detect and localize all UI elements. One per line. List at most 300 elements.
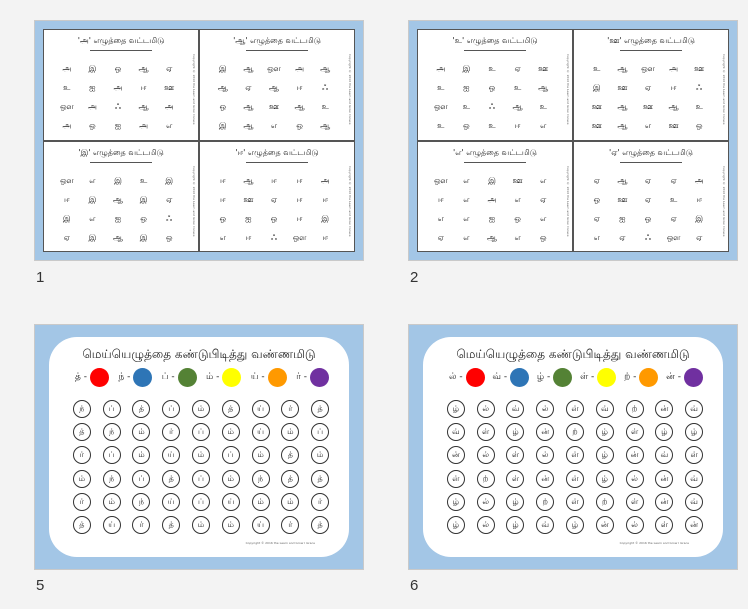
letter: ஐ <box>619 213 626 223</box>
letter-circle: ல் <box>477 400 495 418</box>
letter-circle: ய் <box>103 516 121 534</box>
letter: இ <box>695 213 704 223</box>
letter: எ <box>463 213 470 223</box>
letter-circle: ய் <box>162 446 180 464</box>
letter: ஒ <box>488 83 496 93</box>
letter: ஈ <box>322 194 329 204</box>
color-dot-icon <box>510 368 529 387</box>
letter: இ <box>462 64 471 74</box>
letter: உ <box>695 102 703 112</box>
legend-item <box>206 368 241 387</box>
copyright: Copyright © 2016 the Learn and Grow I Grace <box>245 541 315 545</box>
legend-label: த் - <box>75 371 87 382</box>
letter: ஒ <box>219 213 227 223</box>
letter: எ <box>644 121 652 131</box>
color-dot-icon <box>639 368 658 387</box>
legend-label: ப் - <box>161 371 175 382</box>
letter: எ <box>540 213 547 223</box>
letter: ஊ <box>642 102 654 112</box>
letter: அ <box>139 121 149 131</box>
letter-circle: ள் <box>447 470 465 488</box>
letter: உ <box>437 83 445 93</box>
letter-circle: ம் <box>252 446 270 464</box>
letter: ஆ <box>294 102 305 112</box>
letter: ஏ <box>696 232 703 242</box>
letter-grid <box>54 172 182 248</box>
letter-circle: த் <box>311 400 329 418</box>
color-dot-icon <box>553 368 572 387</box>
letter-circle: ழ் <box>506 493 524 511</box>
letter: ஊ <box>164 83 175 93</box>
letter-circle: ள் <box>566 493 584 511</box>
letter: ஐ <box>89 83 96 93</box>
letter-circle: ர் <box>311 493 329 511</box>
letter: உ <box>539 102 547 112</box>
letter: உ <box>63 83 71 93</box>
letter-circle: ல் <box>477 446 495 464</box>
letter: ஊ <box>268 102 280 112</box>
letter: எ <box>514 232 521 242</box>
letter: ஆ <box>112 194 124 204</box>
letter: ஊ <box>617 194 628 204</box>
letter-circle: ள் <box>566 470 584 488</box>
letter: உ <box>321 102 329 112</box>
quadrant <box>199 141 355 253</box>
letter-grid <box>428 60 556 136</box>
slide-thumbnail-5[interactable] <box>34 324 364 570</box>
letter: ஏ <box>593 175 600 185</box>
letter: இ <box>62 213 71 223</box>
letter-circle: ப் <box>311 423 329 441</box>
letter-circle: ள் <box>626 423 644 441</box>
letter: ஆ <box>320 121 331 131</box>
letter-circle: ப் <box>103 400 121 418</box>
letter: எ <box>89 213 96 223</box>
letter: ஏ <box>644 83 652 93</box>
letter: ஈ <box>296 175 303 185</box>
letter: ஐ <box>114 121 122 131</box>
letter-circle: ந் <box>73 400 91 418</box>
legend-item <box>75 368 109 387</box>
letter: ஊ <box>668 121 679 131</box>
letter: ஐ <box>114 213 122 223</box>
letter-circle: ள் <box>506 470 524 488</box>
copyright: Copyright © 2016 the Learn and Grow I Grace <box>348 165 352 236</box>
legend-item <box>118 368 152 387</box>
legend-item <box>296 368 329 387</box>
color-legend <box>75 366 329 388</box>
letter-circle: வ் <box>685 400 703 418</box>
circle-grid <box>441 397 709 537</box>
letter: இ <box>592 83 601 93</box>
quadrant <box>43 141 199 253</box>
legend-item <box>251 368 287 387</box>
letter: ஈ <box>271 175 277 185</box>
letter-circle: ள் <box>566 400 584 418</box>
letter-circle: ம் <box>192 516 210 534</box>
letter: ஆ <box>138 64 149 74</box>
letter-grid <box>210 172 338 248</box>
letter-circle: த் <box>222 400 240 418</box>
letter: ஈ <box>514 121 521 131</box>
letter: ஆ <box>617 175 628 185</box>
legend-label: ன் - <box>666 371 681 382</box>
legend-label: ல் - <box>449 371 463 382</box>
letter-circle: ப் <box>132 470 150 488</box>
letter: எ <box>540 121 547 131</box>
letter: ஒ <box>644 213 652 223</box>
letter: ஒ <box>695 121 703 131</box>
letter-circle: ப் <box>192 423 210 441</box>
letter: உ <box>513 83 522 93</box>
letter-circle: ழ் <box>447 493 465 511</box>
legend-item <box>580 368 616 387</box>
letter: ஏ <box>166 194 173 204</box>
letter-circle: ல் <box>536 446 554 464</box>
letter: இ <box>165 175 174 185</box>
letter: ஏ <box>670 175 677 185</box>
letter-circle: ந் <box>132 493 150 511</box>
letter-circle: ழ் <box>566 516 584 534</box>
letter: இ <box>321 213 330 223</box>
quadrant <box>573 141 729 253</box>
letter-circle: ம் <box>281 423 299 441</box>
letter: ஃ <box>114 102 122 112</box>
letter-circle: ல் <box>477 493 495 511</box>
color-dot-icon <box>597 368 616 387</box>
letter: எ <box>514 194 521 204</box>
letter: அ <box>113 83 123 93</box>
letter: ஆ <box>486 232 498 242</box>
letter: ஆ <box>243 175 254 185</box>
copyright: Copyright © 2016 the Learn and Grow I Grace <box>619 541 689 545</box>
letter-circle: ள் <box>685 446 703 464</box>
letter-circle: வ் <box>447 423 465 441</box>
color-dot-icon <box>268 368 287 387</box>
quadrant <box>573 29 729 141</box>
letter-circle: ய் <box>252 400 270 418</box>
letter: ஆ <box>617 64 628 74</box>
letter: உ <box>139 175 148 185</box>
letter: ஏ <box>63 232 70 242</box>
letter: ஐ <box>463 83 470 93</box>
letter-circle: ர் <box>132 516 150 534</box>
letter: ஒ <box>219 102 227 112</box>
letter: ஊ <box>591 121 602 131</box>
letter: ஃ <box>488 102 496 112</box>
letter: ஈ <box>63 194 70 204</box>
letter-circle: ழ் <box>596 423 614 441</box>
letter-circle: ற் <box>477 470 495 488</box>
letter: எ <box>89 175 96 185</box>
letter: ஏ <box>540 194 547 204</box>
letter: ஆ <box>243 64 254 74</box>
letter: ஒ <box>270 213 278 223</box>
copyright: Copyright © 2016 the Learn and Grow I Grace <box>722 54 726 125</box>
letter-circle: ன் <box>536 470 554 488</box>
legend-label: ய் - <box>250 371 265 382</box>
letter-circle: ழ் <box>447 400 465 418</box>
letter-circle: ர் <box>73 446 91 464</box>
letter: ஃ <box>322 83 329 93</box>
letter-circle: ன் <box>536 423 554 441</box>
letter-grid <box>584 60 712 136</box>
letter-circle: ழ் <box>447 516 465 534</box>
letter: ஃ <box>644 232 652 242</box>
letter: ஈ <box>296 213 303 223</box>
letter-circle: ப் <box>162 400 180 418</box>
letter: அ <box>164 102 174 112</box>
letter-circle: ள் <box>626 493 644 511</box>
letter: ஐ <box>245 213 252 223</box>
circle-grid <box>67 397 335 537</box>
letter: ஏ <box>245 83 252 93</box>
letter: ஈ <box>322 232 329 242</box>
letter-circle: ப் <box>103 446 121 464</box>
letter: உ <box>437 121 445 131</box>
quadrant <box>417 141 573 253</box>
letter: உ <box>669 194 678 204</box>
letter-circle: ம் <box>222 516 240 534</box>
letter: ஈ <box>696 194 703 204</box>
letter: ஏ <box>166 64 173 74</box>
letter: ஏ <box>514 64 521 74</box>
letter: எ <box>219 232 226 242</box>
letter: இ <box>218 121 227 131</box>
color-dot-icon <box>133 368 152 387</box>
letter: இ <box>114 175 122 185</box>
letter-circle: வ் <box>536 516 554 534</box>
letter: அ <box>62 64 72 74</box>
letter-circle: ல் <box>477 516 495 534</box>
letter: ஔ <box>59 102 74 112</box>
letter: ஈ <box>296 83 303 93</box>
slide-number: 5 <box>36 577 45 594</box>
letter: ஆ <box>243 102 254 112</box>
letter: ஏ <box>437 232 444 242</box>
letter: ஈ <box>219 194 226 204</box>
letter-circle: ள் <box>506 446 524 464</box>
letter-circle: வ் <box>685 470 703 488</box>
letter-circle: ம் <box>132 446 150 464</box>
letter-circle: ள் <box>477 423 495 441</box>
quadrant-title: 'ஏ' எழுத்தை வட்டமிடு <box>609 147 693 157</box>
letter-circle: ன் <box>655 493 673 511</box>
letter: ஔ <box>267 64 281 74</box>
letter-circle: ற் <box>536 493 554 511</box>
letter-circle: ள் <box>655 516 673 534</box>
color-dot-icon <box>178 368 197 387</box>
letter: அ <box>62 121 72 131</box>
letter: ஔ <box>433 175 448 185</box>
letter-circle: ர் <box>73 493 91 511</box>
letter: உ <box>488 64 496 74</box>
letter-circle: வ் <box>506 400 524 418</box>
letter-circle: ல் <box>536 400 554 418</box>
letter: இ <box>139 194 148 204</box>
copyright: Copyright © 2016 the Learn and Grow I Grace <box>722 165 726 236</box>
quadrant-title: 'அ' எழுத்தை வட்டமிடு <box>77 36 165 45</box>
letter: ஊ <box>512 175 523 185</box>
legend-item <box>449 368 485 387</box>
letter-circle: த் <box>311 516 329 534</box>
legend-item <box>624 368 658 387</box>
slide-thumbnail-1[interactable] <box>34 20 364 261</box>
slide-number: 1 <box>36 269 45 286</box>
letter-circle: ல் <box>626 516 644 534</box>
letter: ஏ <box>644 175 652 185</box>
letter-circle: ல் <box>626 470 644 488</box>
letter-circle: த் <box>73 516 91 534</box>
legend-label: ற் - <box>624 371 637 382</box>
letter-circle: ன் <box>655 470 673 488</box>
letter-circle: ந் <box>103 470 121 488</box>
letter: ஔ <box>292 232 307 242</box>
letter-circle: ர் <box>162 423 180 441</box>
quadrant-title: 'ஊ' எழுத்தை வட்டமிடு <box>607 36 695 45</box>
letter-circle: ற் <box>596 493 614 511</box>
legend-label: வ் - <box>492 371 508 382</box>
letter-circle: ம் <box>281 493 299 511</box>
color-dot-icon <box>222 368 241 387</box>
letter: ஆ <box>617 102 628 112</box>
letter: ஒ <box>89 121 96 131</box>
letter: ஈ <box>670 83 677 93</box>
letter: ஏ <box>593 213 600 223</box>
letter-grid <box>210 60 338 136</box>
color-dot-icon <box>310 368 329 387</box>
letter-circle: ப் <box>192 493 210 511</box>
letter: இ <box>88 232 97 242</box>
letter: ஔ <box>666 232 681 242</box>
letter-circle: த் <box>281 470 299 488</box>
letter-circle: ழ் <box>596 470 614 488</box>
letter-circle: வ் <box>655 446 673 464</box>
slide-thumbnail-2[interactable] <box>408 20 738 261</box>
slide-number: 6 <box>410 577 419 594</box>
legend-label: ந் - <box>118 371 131 382</box>
letter: ஏ <box>270 194 278 204</box>
copyright: Copyright © 2016 the Learn and Grow I Grace <box>192 165 196 236</box>
letter: ஆ <box>243 121 254 131</box>
copyright: Copyright © 2016 the Learn and Grow I Grace <box>566 54 570 125</box>
letter: ஒ <box>514 213 521 223</box>
worksheet-title: மெய்யெழுத்தை கண்டுபிடித்து வண்ணமிடு <box>456 347 690 361</box>
letter-circle: ர் <box>281 516 299 534</box>
letter: அ <box>487 194 497 204</box>
letter: எ <box>166 121 173 131</box>
letter-circle: ன் <box>655 400 673 418</box>
slide-number: 2 <box>410 269 419 286</box>
letter-circle: ய் <box>222 493 240 511</box>
color-legend <box>449 366 703 388</box>
letter: அ <box>87 102 97 112</box>
letter: ஒ <box>165 232 173 242</box>
legend-item <box>162 368 197 387</box>
letter: அ <box>320 175 330 185</box>
letter: ஊ <box>694 64 705 74</box>
letter-circle: ம் <box>222 470 240 488</box>
slide-thumbnail-6[interactable] <box>408 324 738 570</box>
letter-circle: ன் <box>626 446 644 464</box>
letter: ஈ <box>219 175 226 185</box>
letter: ஆ <box>617 121 628 131</box>
letter: ஔ <box>59 175 74 185</box>
letter-circle: ம் <box>192 446 210 464</box>
letter-circle: ம் <box>252 493 270 511</box>
letter-circle: த் <box>281 446 299 464</box>
letter: ஊ <box>617 83 628 93</box>
legend-item <box>666 368 703 387</box>
letter-circle: த் <box>311 470 329 488</box>
quadrant-title: 'இ' எழுத்தை வட்டமிடு <box>78 147 164 157</box>
copyright: Copyright © 2016 the Learn and Grow I Grace <box>192 54 196 125</box>
letter: எ <box>463 194 470 204</box>
letter-circle: ய் <box>162 493 180 511</box>
letter-circle: ழ் <box>596 446 614 464</box>
letter: ஈ <box>140 83 147 93</box>
letter-circle: ள் <box>566 446 584 464</box>
letter-circle: ழ் <box>655 423 673 441</box>
letter: எ <box>593 232 600 242</box>
letter-circle: ம் <box>103 493 121 511</box>
letter: இ <box>139 232 148 242</box>
letter: ஆ <box>268 83 280 93</box>
letter: அ <box>669 64 679 74</box>
letter: எ <box>540 175 547 185</box>
letter-circle: ன் <box>596 516 614 534</box>
letter: இ <box>88 194 97 204</box>
letter: ஒ <box>539 232 547 242</box>
worksheet-title: மெய்யெழுத்தை கண்டுபிடித்து வண்ணமிடு <box>82 347 316 361</box>
letter-circle: ழ் <box>685 423 703 441</box>
letter-circle: த் <box>162 470 180 488</box>
letter-grid <box>584 172 712 248</box>
letter: எ <box>463 175 470 185</box>
letter: ஃ <box>270 232 278 242</box>
letter: ஈ <box>245 232 252 242</box>
quadrant-title: 'எ' எழுத்தை வட்டமிடு <box>453 147 537 157</box>
letter: அ <box>295 64 305 74</box>
copyright: Copyright © 2016 the Learn and Grow I Grace <box>566 165 570 236</box>
letter-circle: த் <box>162 516 180 534</box>
letter: எ <box>437 213 444 223</box>
letter-circle: ப் <box>192 470 210 488</box>
letter: ஃ <box>166 213 173 223</box>
legend-label: ம் - <box>206 371 220 382</box>
letter: ஆ <box>538 83 549 93</box>
legend-label: ள் - <box>580 371 595 382</box>
letter-circle: ய் <box>252 516 270 534</box>
letter: ஆ <box>138 102 149 112</box>
letter: ஈ <box>296 194 303 204</box>
worksheet <box>417 29 729 252</box>
letter-circle: ழ் <box>506 516 524 534</box>
letter-circle: ற் <box>566 423 584 441</box>
letter: உ <box>488 121 496 131</box>
letter: இ <box>218 64 227 74</box>
quadrant <box>199 29 355 141</box>
legend-label: ர் - <box>296 371 307 382</box>
letter-circle: வ் <box>685 493 703 511</box>
letter-circle: ம் <box>192 400 210 418</box>
letter: ஐ <box>488 213 496 223</box>
color-dot-icon <box>90 368 109 387</box>
letter-grid <box>54 60 182 136</box>
letter-circle: ப் <box>222 446 240 464</box>
letter: ஊ <box>538 64 549 74</box>
quadrant <box>417 29 573 141</box>
